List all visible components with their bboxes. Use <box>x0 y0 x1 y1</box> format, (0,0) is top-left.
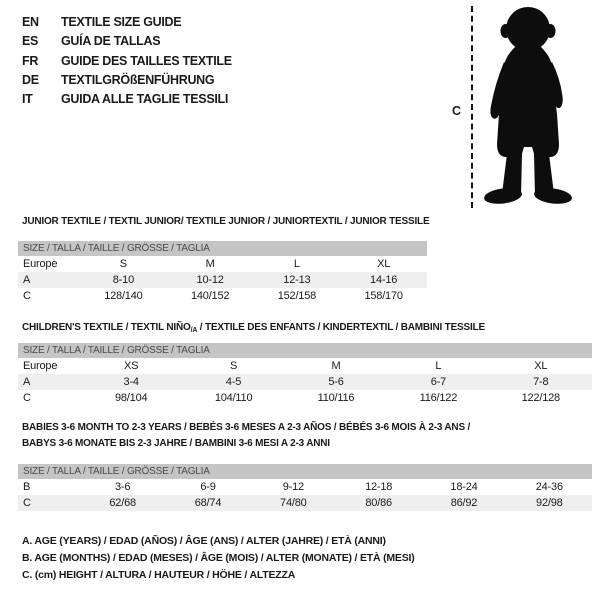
table-row <box>18 256 427 272</box>
cell: 12-18 <box>365 481 393 493</box>
cell: 62/68 <box>80 495 165 511</box>
cell: 128/140 <box>104 290 143 302</box>
row-label: B <box>23 481 31 493</box>
babies-title-line1: BABIES 3-6 MONTH TO 2-3 YEARS / BEBÉS 3-6 MESES A 2-3 AÑOS / BÉBÉS 3-6 MOIS À 2-3 ANS / <box>22 422 471 433</box>
children-title-post: / TEXTILE DES ENFANTS / KINDERTEXTIL / BAMBINI TESSILE <box>197 322 485 333</box>
cell: XL <box>377 258 391 270</box>
row-label: Europe <box>23 360 58 372</box>
height-measure-dashed-line <box>471 6 473 208</box>
cell: 8-10 <box>80 272 167 288</box>
language-code: FR <box>22 53 39 68</box>
cell: 74/80 <box>251 495 336 511</box>
language-row <box>22 71 232 90</box>
cell: 4-5 <box>182 374 284 390</box>
junior-size-table <box>18 241 427 304</box>
cell: 9-12 <box>282 481 304 493</box>
children-title-sub: /A <box>190 327 198 334</box>
cell: 3-4 <box>80 374 182 390</box>
table-row <box>18 479 592 495</box>
footnote-c: C. (cm) HEIGHT / ALTURA / HAUTEUR / HÖHE / ALTEZZA <box>22 569 296 581</box>
cell: 12-13 <box>254 272 341 288</box>
language-code: EN <box>22 15 39 29</box>
language-title: TEXTILE SIZE GUIDE <box>61 15 182 29</box>
language-title: GUÍA DE TALLAS <box>61 34 161 49</box>
footnote-b: B. AGE (MONTHS) / EDAD (MESES) / ÂGE (MOIS) / ALTER (MONATE) / ETÀ (MESI) <box>22 552 415 564</box>
cell: 104/110 <box>214 392 253 404</box>
language-code: DE <box>22 72 39 87</box>
cell: 18-24 <box>450 481 478 493</box>
height-measure-label: C <box>452 104 462 118</box>
cell: 14-16 <box>340 272 427 288</box>
language-title: GUIDE DES TAILLES TEXTILE <box>61 53 232 68</box>
table-row <box>18 358 592 374</box>
cell: 7-8 <box>490 374 592 390</box>
children-table-title <box>22 320 485 339</box>
cell: L <box>293 258 300 270</box>
row-label: A <box>18 374 80 390</box>
language-row <box>22 90 232 109</box>
toddler-silhouette-icon <box>476 5 580 209</box>
language-row <box>22 13 232 32</box>
cell: 24-36 <box>535 481 563 493</box>
table-row <box>18 495 592 511</box>
cell: L <box>435 360 442 372</box>
row-label: C <box>18 495 80 511</box>
children-title-pre: CHILDREN'S TEXTILE / TEXTIL NIÑO <box>22 322 191 333</box>
cell: XS <box>124 360 139 372</box>
cell: 80/86 <box>336 495 421 511</box>
size-header: SIZE / TALLA / TAILLE / GRÖSSE / TAGLIA <box>18 464 592 479</box>
cell: M <box>331 360 341 372</box>
cell: 10-12 <box>167 272 254 288</box>
cell: 6-7 <box>387 374 489 390</box>
cell: 6-9 <box>200 481 216 493</box>
cell: S <box>119 258 127 270</box>
cell: XL <box>534 360 548 372</box>
table-row <box>18 374 592 390</box>
cell: 152/158 <box>277 290 317 302</box>
babies-title-line2: BABYS 3-6 MONATE BIS 2-3 JAHRE / BAMBINI 3-6 MESI A 2-3 ANNI <box>22 438 330 449</box>
language-row <box>22 52 232 71</box>
row-label: Europe <box>23 258 58 270</box>
babies-table-title <box>22 420 542 452</box>
language-title-list <box>22 13 232 109</box>
size-header-row <box>18 464 592 479</box>
cell: 5-6 <box>285 374 387 390</box>
row-label: C <box>23 290 31 302</box>
cell: 116/122 <box>419 392 458 404</box>
language-code: IT <box>22 92 33 107</box>
table-row <box>18 288 427 304</box>
cell: M <box>205 258 215 270</box>
cell: S <box>230 360 238 372</box>
size-header: SIZE / TALLA / TAILLE / GRÖSSE / TAGLIA <box>18 343 592 358</box>
language-code: ES <box>22 34 39 49</box>
row-label: A <box>18 272 80 288</box>
junior-table-title: JUNIOR TEXTILE / TEXTIL JUNIOR/ TEXTILE JUNIOR / JUNIORTEXTIL / JUNIOR TESSILE <box>22 216 430 227</box>
cell: 110/116 <box>317 392 355 404</box>
cell: 158/170 <box>364 290 403 302</box>
children-size-table <box>18 343 592 406</box>
row-label: C <box>23 392 31 404</box>
cell: 68/74 <box>165 495 250 511</box>
cell: 86/92 <box>421 495 506 511</box>
table-row <box>18 390 592 406</box>
size-header-row <box>18 343 592 358</box>
cell: 98/104 <box>114 392 148 404</box>
cell: 92/98 <box>507 495 592 511</box>
cell: 122/128 <box>521 392 560 404</box>
language-title: GUIDA ALLE TAGLIE TESSILI <box>61 92 229 107</box>
cell: 140/152 <box>190 290 230 302</box>
size-header-row <box>18 241 427 256</box>
size-header: SIZE / TALLA / TAILLE / GRÖSSE / TAGLIA <box>18 241 427 256</box>
babies-size-table <box>18 464 592 511</box>
footnotes <box>22 533 415 584</box>
footnote-a: A. AGE (YEARS) / EDAD (AÑOS) / ÂGE (ANS) / ALTER (JAHRE) / ETÀ (ANNI) <box>22 535 386 547</box>
language-title: TEXTILGRÖßENFÜHRUNG <box>61 72 215 87</box>
cell: 3-6 <box>115 481 131 493</box>
table-row <box>18 272 427 288</box>
language-row <box>22 32 232 51</box>
